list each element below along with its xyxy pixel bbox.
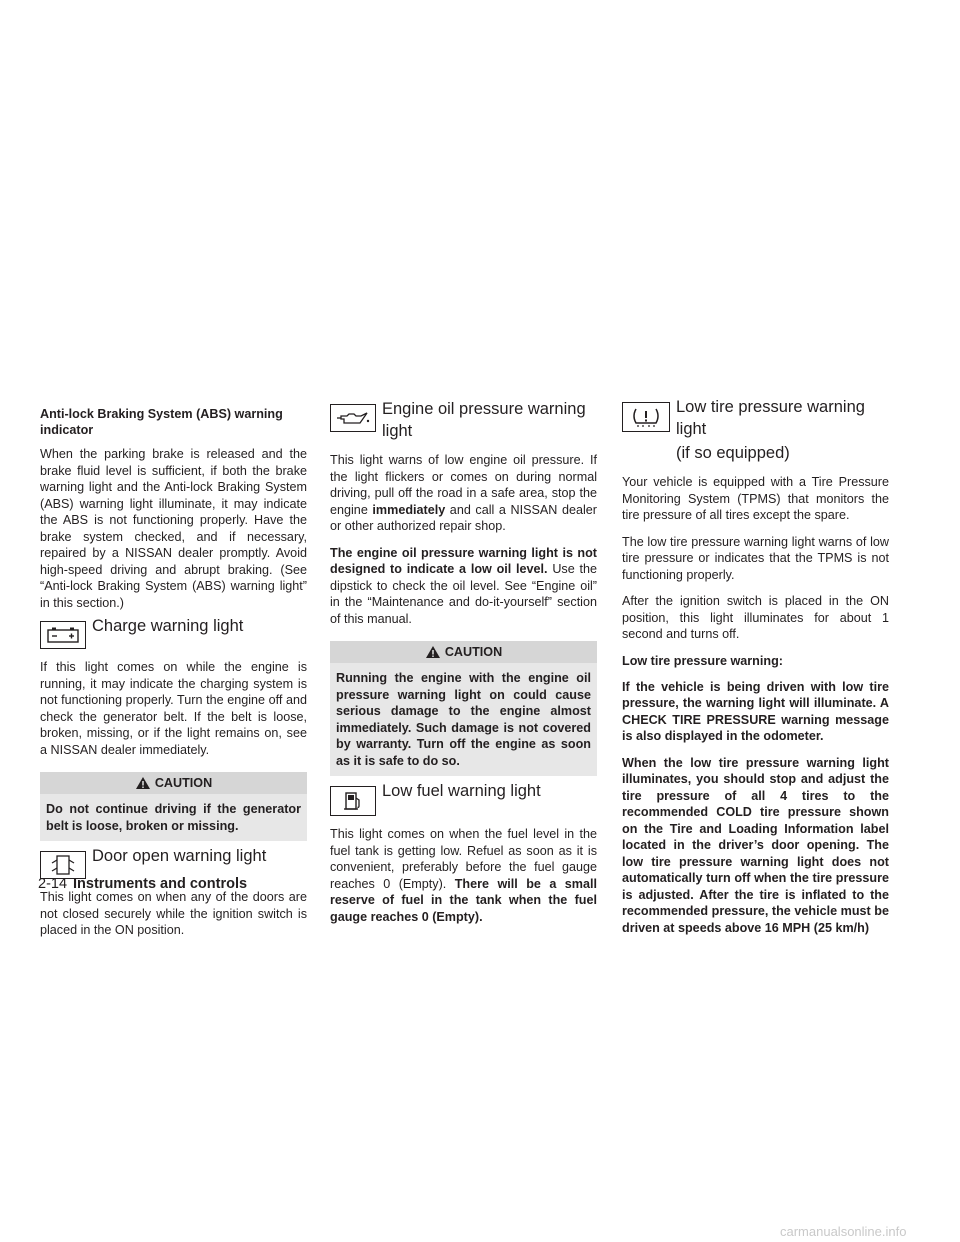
oil-heading [330, 400, 597, 442]
caution-box-oil [330, 641, 597, 776]
caution-header [40, 772, 307, 794]
tire-title-block [676, 398, 889, 464]
door-title: Door open warning light [92, 847, 267, 865]
oil-text: This light warns of low engine oil pressure. If the light flickers or comes on during normal driving, pull off the road in a safe area, stop the engine immediately and call a NISSAN dealer or other authorized repair shop. [330, 453, 597, 533]
oil-title: Engine oil pressure warning light [382, 400, 586, 440]
door-text: This light comes on when any of the doors are not closed securely while the ignition switch is placed in the ON position. [40, 890, 307, 937]
page-number: 2-14 [38, 876, 68, 892]
warning-triangle-icon [135, 776, 151, 790]
tire-title: Low tire pressure warning light [676, 398, 865, 438]
tire-text-1: Your vehicle is equipped with a Tire Pressure Monitoring System (TPMS) that monitors the tire pressure of all tires except the spare. [622, 475, 889, 522]
charge-title: Charge warning light [92, 617, 244, 635]
charge-heading [40, 617, 307, 649]
door-heading [40, 847, 307, 879]
caution-label: CAUTION [154, 776, 213, 790]
tire-text-3: After the ignition switch is placed in the ON position, this light illuminates for about 1 second and turns off. [622, 594, 889, 641]
fuel-text: This light comes on when the fuel level in the fuel tank is getting low. Refuel as soon as it is convenient, preferably before the fuel gauge reaches 0 (Empty). There will be a small reserve of fuel in the tank when the fuel gauge reaches 0 (Empty). [330, 827, 597, 924]
caution-text: Running the engine with the engine oil pressure warning light on could cause serious damage to the engine almost immediately. Such damage is not covered by warranty. Turn off the engine as soon as it is safe to do so. [330, 663, 597, 776]
battery-icon [40, 621, 86, 649]
abs-heading: Anti-lock Braking System (ABS) warning indicator [40, 407, 283, 437]
column-middle [330, 400, 597, 935]
column-left [40, 406, 307, 949]
tire-pressure-icon [622, 402, 670, 432]
caution-label: CAUTION [444, 645, 503, 659]
oil-can-icon [330, 404, 376, 432]
door-open-icon [40, 851, 86, 879]
tire-text-2: The low tire pressure warning light warns of low tire pressure or indicates that the TPMS is not functioning properly. [622, 534, 889, 582]
column-right [622, 398, 889, 946]
fuel-title: Low fuel warning light [382, 782, 541, 800]
caution-text: Do not continue driving if the generator belt is loose, broken or missing. [40, 794, 307, 841]
page-footer [38, 876, 247, 892]
abs-text: When the parking brake is released and the brake fluid level is sufficient, if both the brake warning light and the Anti-lock Braking System (ABS) warning light illuminate, it may indicate the ABS is not functioning properly. Have the brake system checked, and if necessary, repaired by a NISSAN dealer promptly. Avoid high-speed driving and abrupt braking. (See “Anti-lock Braking System (ABS) warning light” in this section.) [40, 447, 307, 610]
caution-header [330, 641, 597, 663]
tire-subhead: Low tire pressure warning: [622, 653, 783, 668]
tire-bold-2: When the low tire pressure warning light illuminates, you should stop and adjust the tire pressure of all 4 tires to the recommended COLD tire pressure shown on the Tire and Loading Information label located in the driver’s door opening. The low tire pressure warning light does not automatically turn off when the tire pressure is adjusted. After the tire is inflated to the recommended pressure, the vehicle must be driven at speeds above 16 MPH (25 km/h) [622, 755, 889, 935]
fuel-pump-icon [330, 786, 376, 816]
caution-box-generator [40, 772, 307, 841]
watermark: carmanualsonline.info [780, 1224, 907, 1239]
tire-title-sub: (if so equipped) [676, 444, 790, 462]
fuel-heading [330, 782, 597, 816]
section-title: Instruments and controls [73, 876, 248, 892]
tire-bold-1: If the vehicle is being driven with low tire pressure, the warning light will illuminate. A CHECK TIRE PRESSURE warning message is also displayed in the odometer. [622, 679, 889, 743]
charge-text: If this light comes on while the engine is running, it may indicate the charging system is not functioning properly. Turn the engine off and check the generator belt. If the belt is loose, broken, missing, or if the light remains on, see a NISSAN dealer immediately. [40, 660, 307, 757]
warning-triangle-icon [425, 645, 441, 659]
oil-note: The engine oil pressure warning light is not designed to indicate a low oil level. Use the dipstick to check the oil level. See “Engine oil” in the “Maintenance and do-it-yourself” section of this manual. [330, 545, 597, 626]
tire-heading [622, 398, 889, 464]
